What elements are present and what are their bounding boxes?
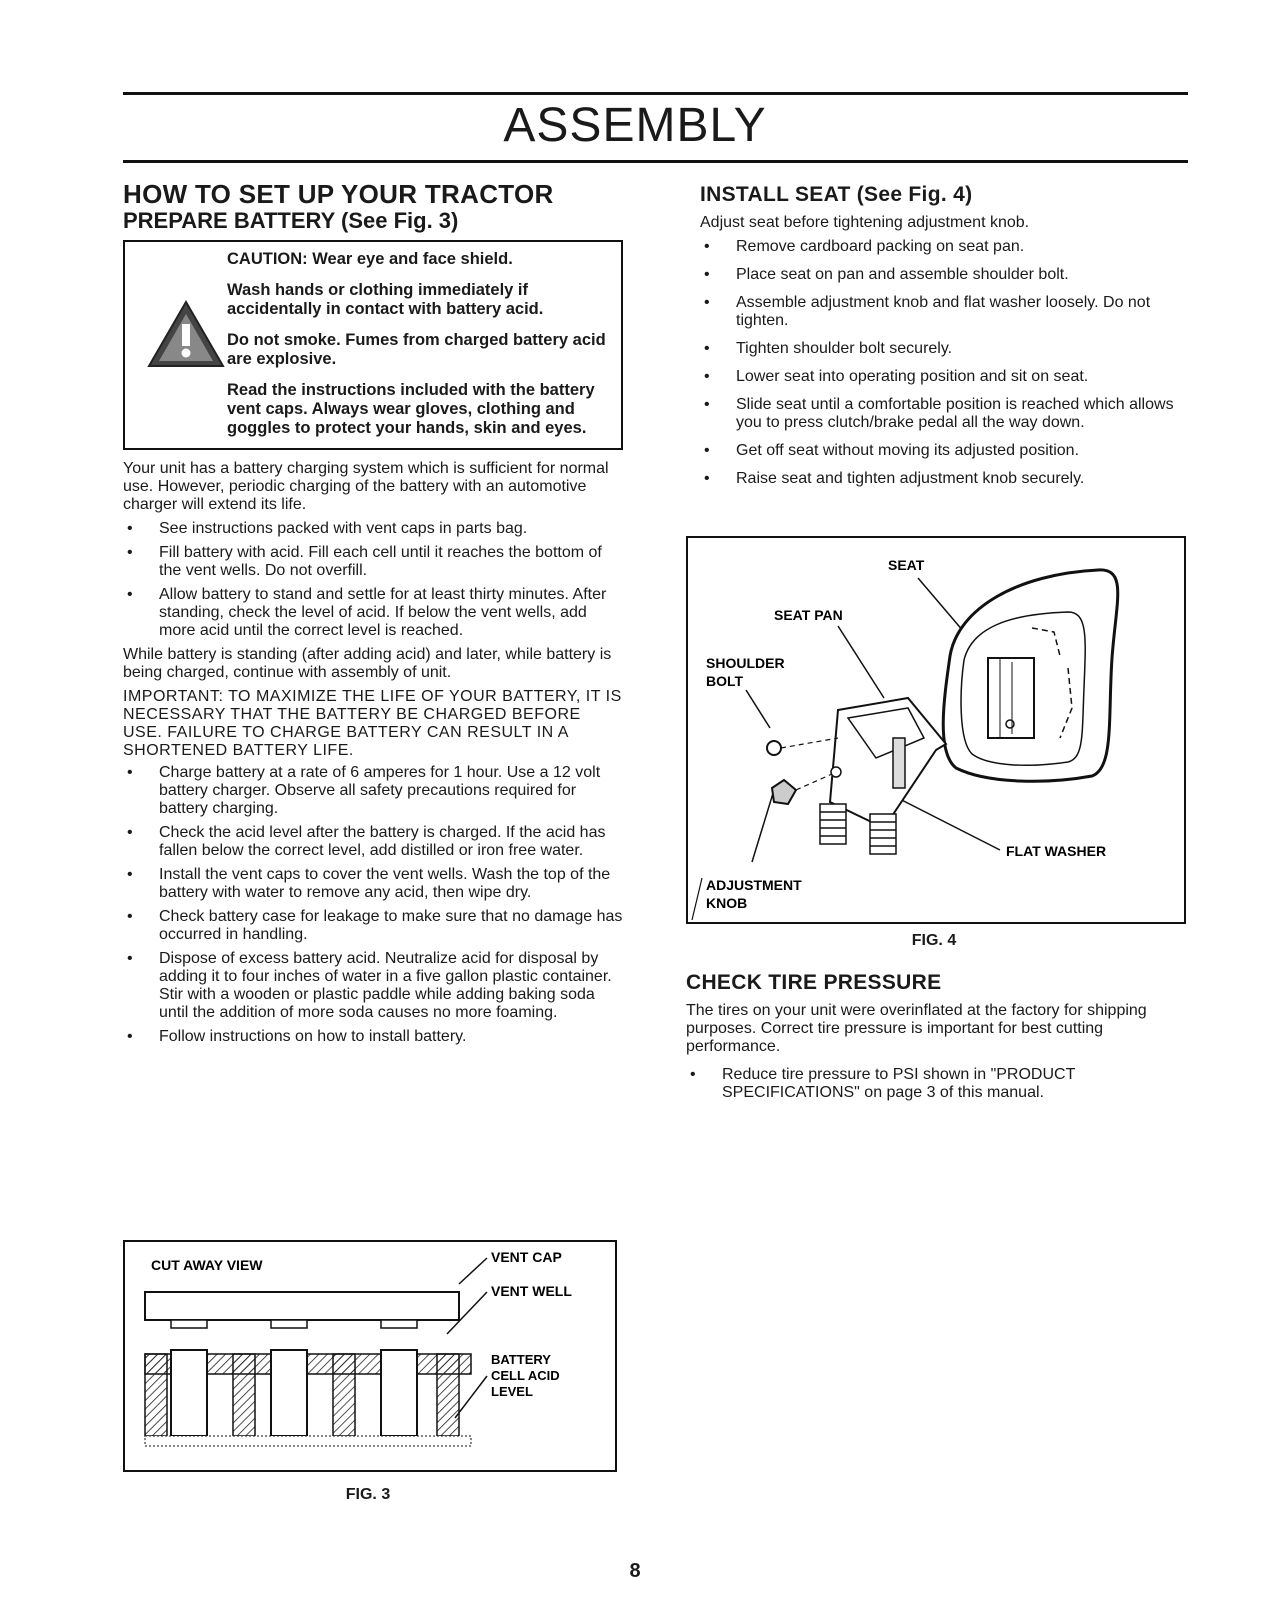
battery-steps xyxy=(123,520,623,640)
list-item: • Place seat on pan and assemble shoulder bolt. xyxy=(700,266,1190,284)
list-item: • Remove cardboard packing on seat pan. xyxy=(700,238,1190,256)
tire-intro: The tires on your unit were overinflated at the factory for shipping purposes. Correct tire pressure is important for best cutting performance. xyxy=(686,1002,1147,1055)
list-item: • See instructions packed with vent caps in parts bag. xyxy=(123,520,623,538)
list-item: • Reduce tire pressure to PSI shown in "PRODUCT SPECIFICATIONS" on page 3 of this manual. xyxy=(686,1066,1188,1102)
caution-line: Wash hands or clothing immediately if accidentally in contact with battery acid. xyxy=(227,281,544,318)
label-seat-pan: SEAT PAN xyxy=(774,607,843,623)
charging-steps xyxy=(123,764,623,1046)
tire-section xyxy=(686,970,1188,1112)
label-vent-well: VENT WELL xyxy=(491,1283,572,1299)
list-item: • Check battery case for leakage to make sure that no damage has occurred in handling. xyxy=(123,908,623,944)
label-acid-2: CELL ACID xyxy=(491,1368,560,1383)
label-bolt: BOLT xyxy=(706,673,744,689)
prepare-battery-heading: PREPARE BATTERY (See Fig. 3) xyxy=(123,208,459,233)
list-item: • Fill battery with acid. Fill each cell until it reaches the bottom of the vent wells. Do not overfill. xyxy=(123,544,623,580)
install-seat-heading: INSTALL SEAT (See Fig. 4) xyxy=(700,183,973,206)
top-rule xyxy=(123,92,1188,95)
tire-heading: CHECK TIRE PRESSURE xyxy=(686,971,942,994)
caution-line: Do not smoke. Fumes from charged battery acid are explosive. xyxy=(227,331,606,368)
label-seat: SEAT xyxy=(888,557,925,573)
section-heading: HOW TO SET UP YOUR TRACTOR xyxy=(123,179,554,209)
seat-intro: Adjust seat before tightening adjustment knob. xyxy=(700,214,1030,231)
tire-steps xyxy=(686,1066,1188,1102)
list-item: • Tighten shoulder bolt securely. xyxy=(700,340,1190,358)
important-note: IMPORTANT: TO MAXIMIZE THE LIFE OF YOUR BATTERY, IT IS NECESSARY THAT THE BATTERY BE CHARGED BEFORE USE. FAILURE TO CHARGE BATTERY CAN RESULT IN A SHORTENED BATTERY LIFE. xyxy=(123,688,622,759)
list-item: • Allow battery to stand and settle for at least thirty minutes. After standing, check the level of acid. If below the vent wells, add more acid until the correct level is reached. xyxy=(123,586,623,640)
battery-diagram xyxy=(125,1242,615,1470)
caution-line: CAUTION: Wear eye and face shield. xyxy=(227,250,513,268)
list-item: • Dispose of excess battery acid. Neutralize acid for disposal by adding it to four inches of water in a five gallon plastic container. Stir with a wooden or plastic paddle while adding baking soda until the addition of more soda causes no more foaming. xyxy=(123,950,623,1022)
seat-diagram xyxy=(688,538,1184,922)
label-cutaway: CUT AWAY VIEW xyxy=(151,1257,263,1273)
label-acid-3: LEVEL xyxy=(491,1384,533,1399)
page-number: 8 xyxy=(629,1560,641,1582)
seat-steps xyxy=(700,238,1190,488)
warning-icon xyxy=(147,300,225,368)
battery-intro: Your unit has a battery charging system which is sufficient for normal use. However, periodic charging of the battery with an automotive charger will extend its life. xyxy=(123,460,609,513)
figure-4 xyxy=(686,536,1186,924)
fig4-caption: FIG. 4 xyxy=(911,932,957,949)
list-item: • Assemble adjustment knob and flat washer loosely. Do not tighten. xyxy=(700,294,1190,330)
label-acid-1: BATTERY xyxy=(491,1352,551,1367)
list-item: • Raise seat and tighten adjustment knob securely. xyxy=(700,470,1190,488)
label-vent-cap: VENT CAP xyxy=(491,1249,562,1265)
title-rule xyxy=(123,160,1188,163)
label-knob: KNOB xyxy=(706,895,748,911)
caution-box xyxy=(123,240,623,450)
left-column xyxy=(123,180,623,1052)
list-item: • Get off seat without moving its adjusted position. xyxy=(700,442,1190,460)
right-column xyxy=(700,182,1190,498)
list-item: • Slide seat until a comfortable position is reached which allows you to press clutch/brake pedal all the way down. xyxy=(700,396,1190,432)
fig3-caption: FIG. 3 xyxy=(345,1486,391,1503)
battery-instructions xyxy=(123,460,623,1046)
page-title: ASSEMBLY xyxy=(503,99,767,152)
standing-note: While battery is standing (after adding acid) and later, while battery is being charged, continue with assembly of unit. xyxy=(123,646,612,681)
list-item: • Check the acid level after the battery is charged. If the acid has fallen below the correct level, add distilled or iron free water. xyxy=(123,824,623,860)
list-item: • Install the vent caps to cover the vent wells. Wash the top of the battery with water to remove any acid, then wipe dry. xyxy=(123,866,623,902)
list-item: • Charge battery at a rate of 6 amperes for 1 hour. Use a 12 volt battery charger. Observe all safety precautions required for battery charging. xyxy=(123,764,623,818)
caution-line: Read the instructions included with the battery vent caps. Always wear gloves, clothing and goggles to protect your hands, skin and eyes. xyxy=(227,381,595,437)
label-flat-washer: FLAT WASHER xyxy=(1006,843,1107,859)
list-item: • Follow instructions on how to install battery. xyxy=(123,1028,623,1046)
label-adjustment: ADJUSTMENT xyxy=(706,877,802,893)
list-item: • Lower seat into operating position and sit on seat. xyxy=(700,368,1190,386)
figure-3 xyxy=(123,1240,617,1472)
label-shoulder: SHOULDER xyxy=(706,655,785,671)
